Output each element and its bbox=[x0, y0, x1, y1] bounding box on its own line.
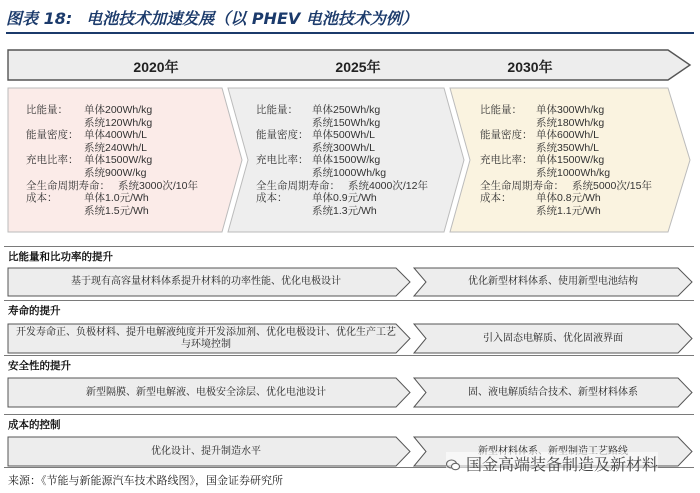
spec-value: 单体1500W/kg bbox=[312, 154, 381, 167]
spec-value: 单体0.8元/Wh bbox=[536, 192, 601, 205]
spec-value: 单体600Wh/L bbox=[536, 129, 600, 142]
spec-label: 比能量： bbox=[26, 104, 68, 116]
spec-value: 系统180Wh/kg bbox=[536, 116, 605, 129]
spec-label: 比能量： bbox=[480, 104, 522, 116]
spec-label: 全生命周期寿命： bbox=[256, 179, 340, 192]
year-2025: 2025年 bbox=[335, 59, 381, 75]
spec-value: 系统4000次/12年 bbox=[348, 179, 428, 192]
spec-label: 成本： bbox=[256, 192, 288, 205]
spec-value: 系统300Wh/L bbox=[312, 141, 376, 154]
watermark bbox=[446, 452, 658, 475]
year-2030: 2030年 bbox=[507, 59, 553, 75]
spec-label: 成本： bbox=[26, 192, 58, 205]
long-term-measure: 固、液电解质结合技术、新型材料体系 bbox=[468, 386, 638, 398]
spec-value: 系统350Wh/L bbox=[536, 141, 600, 154]
spec-value: 系统5000次/15年 bbox=[572, 179, 652, 192]
spec-value: 系统150Wh/kg bbox=[312, 116, 381, 129]
spec-value: 单体250Wh/kg bbox=[312, 104, 381, 116]
near-term-measure: 基于现有高容量材料体系提升材料的功率性能、优化电极设计 bbox=[71, 276, 341, 288]
spec-label: 成本： bbox=[480, 192, 512, 205]
spec-label: 全生命周期寿命： bbox=[480, 179, 564, 192]
spec-value: 系统240Wh/L bbox=[84, 141, 148, 154]
spec-label: 充电比率： bbox=[256, 154, 309, 167]
section-divider bbox=[4, 355, 694, 356]
spec-value: 系统900W/kg bbox=[84, 166, 147, 179]
spec-value: 系统1.3元/Wh bbox=[312, 204, 377, 217]
section-divider bbox=[4, 414, 694, 415]
spec-value: 系统120Wh/kg bbox=[84, 116, 153, 129]
spec-value: 单体0.9元/Wh bbox=[312, 192, 377, 205]
spec-value: 单体300Wh/kg bbox=[536, 104, 605, 116]
spec-value: 系统1000Wh/kg bbox=[312, 166, 387, 179]
watermark-text: 国金高端装备制造及新材料 bbox=[466, 457, 659, 474]
source-note: 来源：《节能与新能源汽车技术路线图》，国金证券研究所 bbox=[8, 475, 283, 487]
spec-value: 单体1.0元/Wh bbox=[84, 192, 149, 205]
near-term-measure: 优化设计、提升制造水平 bbox=[151, 445, 261, 457]
spec-label: 能量密度： bbox=[480, 129, 533, 142]
section-title: 寿命的提升 bbox=[8, 305, 61, 317]
section-title: 比能量和比功率的提升 bbox=[8, 251, 113, 263]
spec-value: 系统3000次/10年 bbox=[118, 179, 198, 192]
spec-value: 系统1000Wh/kg bbox=[536, 166, 611, 179]
spec-value: 系统1.5元/Wh bbox=[84, 204, 149, 217]
spec-label: 充电比率： bbox=[26, 154, 79, 167]
year-2020: 2020年 bbox=[133, 59, 179, 75]
spec-value: 系统1.1元/Wh bbox=[536, 204, 601, 217]
section-title: 安全性的提升 bbox=[8, 360, 71, 372]
spec-label: 能量密度： bbox=[26, 129, 79, 142]
spec-value: 单体200Wh/kg bbox=[84, 104, 153, 116]
figure-caption: 电池技术加速发展（以 PHEV 电池技术为例） bbox=[86, 9, 418, 28]
long-term-measure: 优化新型材料体系、使用新型电池结构 bbox=[468, 276, 638, 288]
figure-number: 图表 18: bbox=[6, 9, 73, 28]
spec-label: 比能量： bbox=[256, 104, 298, 116]
wechat-icon bbox=[446, 459, 460, 471]
spec-label: 能量密度： bbox=[256, 129, 309, 142]
long-term-measure: 引入固态电解质、优化固液界面 bbox=[483, 332, 623, 344]
spec-value: 单体400Wh/L bbox=[84, 129, 148, 142]
spec-value: 单体1500W/kg bbox=[536, 154, 605, 167]
spec-label: 全生命周期寿命： bbox=[26, 179, 110, 192]
spec-value: 单体500Wh/L bbox=[312, 129, 376, 142]
spec-label: 充电比率： bbox=[480, 154, 533, 167]
section-divider bbox=[4, 300, 694, 301]
section-divider bbox=[4, 246, 694, 247]
near-term-measure: 开发寿命正、负极材料、提升电解液纯度并开发添加剂、优化电极设计、优化生产工艺与环境控制 bbox=[16, 327, 396, 350]
section-title: 成本的控制 bbox=[8, 419, 61, 431]
near-term-measure: 新型隔膜、新型电解液、电极安全涂层、优化电池设计 bbox=[86, 386, 326, 398]
spec-value: 单体1500W/kg bbox=[84, 154, 153, 167]
